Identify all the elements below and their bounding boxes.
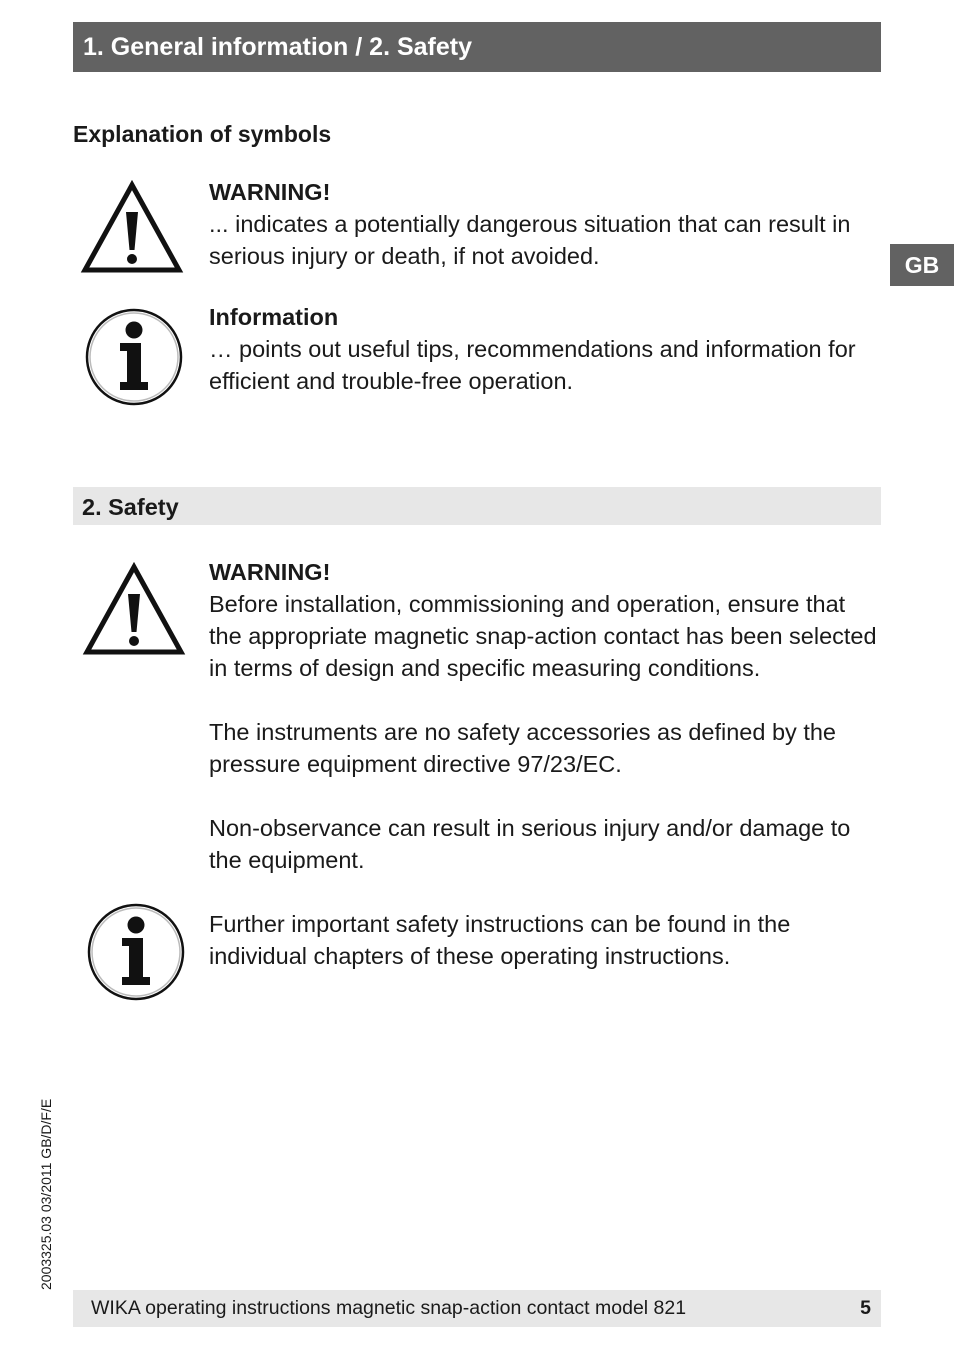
symbols-heading: Explanation of symbols <box>73 121 332 147</box>
warning-triangle-icon <box>80 180 184 274</box>
warning-title: WARNING! <box>209 179 331 205</box>
safety-paragraph: Non-observance can result in serious injury and/or damage to the equipment. <box>209 815 851 873</box>
warning-explanation <box>209 176 879 272</box>
safety-paragraph: Further important safety instructions can be found in the individual chapters of these operating instructions. <box>209 911 791 969</box>
warning-triangle-icon <box>82 562 186 656</box>
safety-warning-title: WARNING! <box>209 559 331 585</box>
page-footer <box>73 1290 881 1327</box>
language-tab: GB <box>890 244 954 286</box>
page-header: 1. General information / 2. Safety <box>73 22 881 72</box>
safety-paragraph: Before installation, commissioning and operation, ensure that the appropriate magnetic snap-action contact has been selected in terms of design and specific measuring conditions. <box>209 591 877 681</box>
safety-section-heading: 2. Safety <box>73 487 881 525</box>
footer-text: WIKA operating instructions magnetic snap-action contact model 821 <box>91 1297 687 1319</box>
information-icon <box>85 901 187 1003</box>
information-icon <box>83 306 185 408</box>
information-title: Information <box>209 304 339 330</box>
information-explanation <box>209 301 879 397</box>
information-description: … points out useful tips, recommendations and information for efficient and trouble-free operation. <box>209 336 856 394</box>
warning-description: ... indicates a potentially dangerous situation that can result in serious injury or death, if not avoided. <box>209 211 851 269</box>
safety-warning-block <box>209 556 879 972</box>
page-number: 5 <box>860 1297 871 1319</box>
safety-paragraph: The instruments are no safety accessories as defined by the pressure equipment directive 97/23/EC. <box>209 719 836 777</box>
document-code: 2003325.03 03/2011 GB/D/F/E <box>38 1098 54 1290</box>
